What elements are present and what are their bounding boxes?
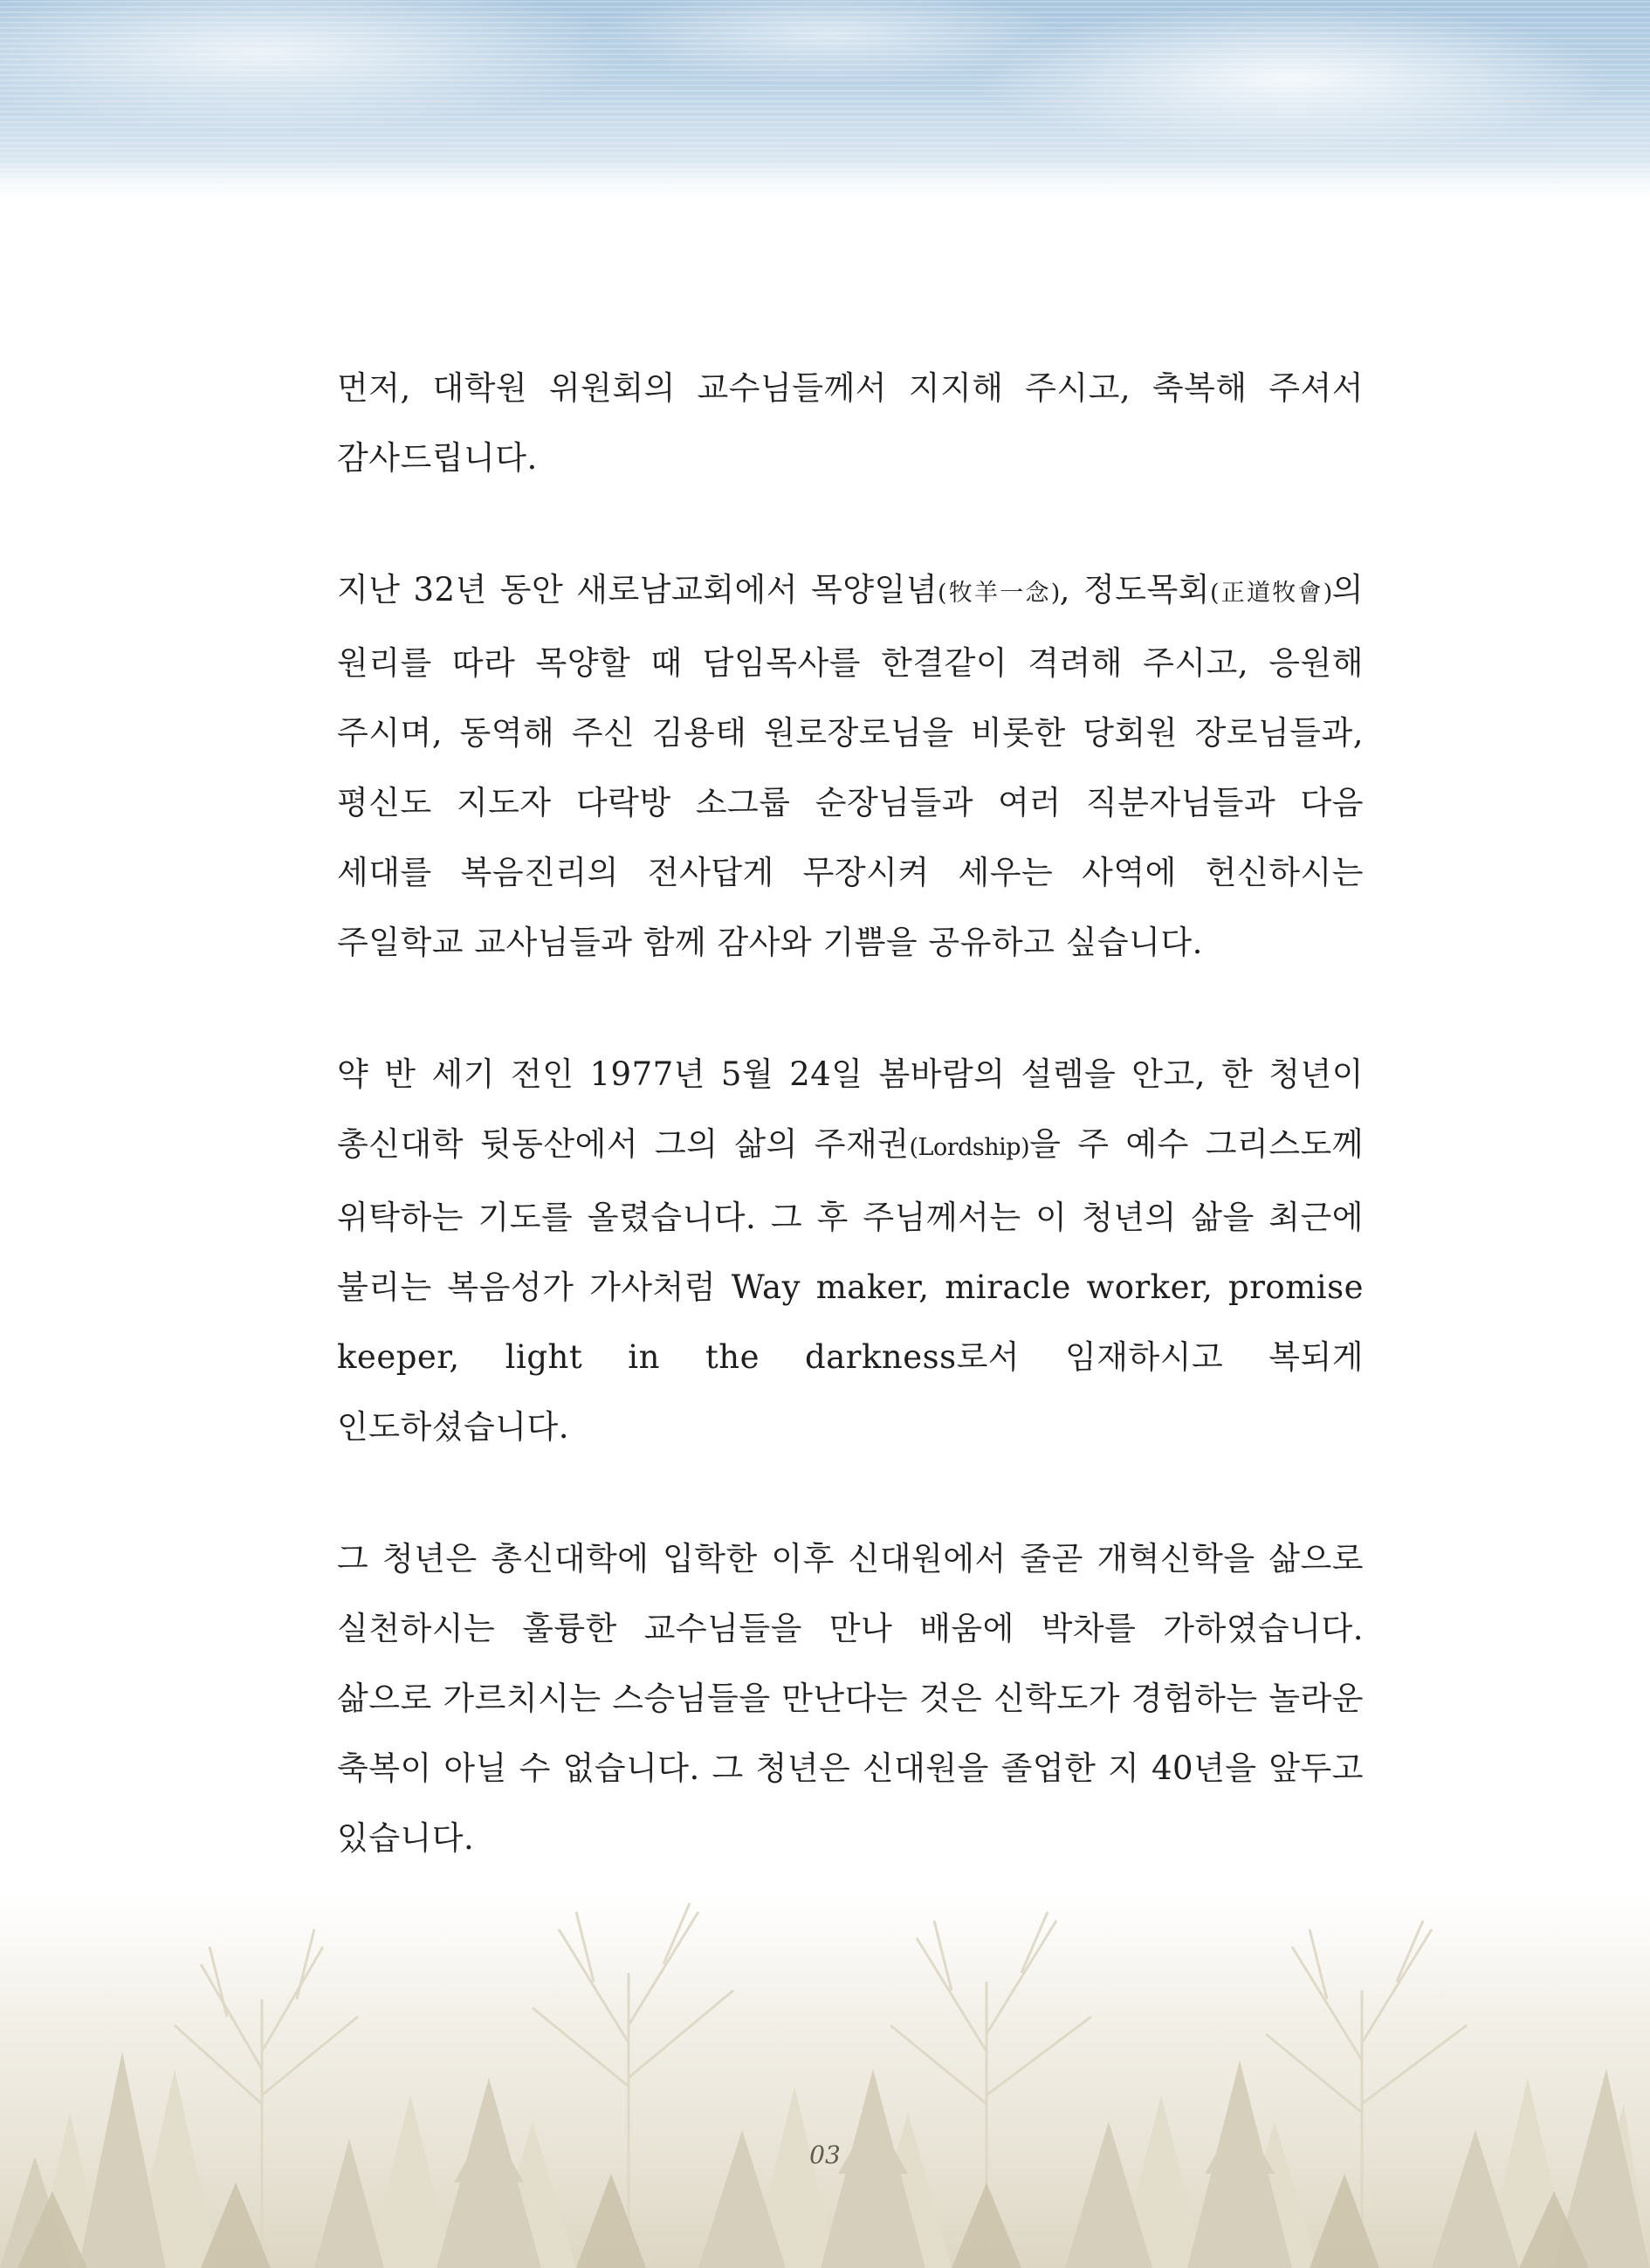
letter-body xyxy=(337,354,1364,1873)
paragraph-text: 을 주 예수 그리스도께 위탁하는 기도를 올렸습니다. 그 후 주님께서는 이 청년의 삶을 최근에 불리는 복음성가 가사처럼 Way maker, miracle worker, promise keeper, light in the darkness로서 임재하시고 복되게 인도하셨습니다. xyxy=(337,1125,1364,1446)
hanja-annotation: (牧羊一念) xyxy=(937,580,1060,607)
paragraph-text: 먼저, 대학원 위원회의 교수님들께서 지지해 주시고, 축복해 주셔서 감사드립니다. xyxy=(337,369,1364,477)
paragraph-youth-prayer xyxy=(337,1040,1364,1462)
paragraph-text: 약 반 세기 전인 1977년 5월 24일 봄바람의 설렘을 안고, 한 청년이 총신대학 뒷동산에서 그의 삶의 주재권 xyxy=(337,1055,1364,1163)
hanja-annotation: (正道牧會) xyxy=(1209,580,1332,607)
sky-header-decoration xyxy=(0,0,1650,196)
paragraph-text: 지난 32년 동안 새로남교회에서 목양일념 xyxy=(337,571,938,608)
paragraph-text: , 정도목회 xyxy=(1059,571,1210,608)
paragraph-seminary-study xyxy=(337,1524,1364,1873)
paragraph-thanks-committee xyxy=(337,354,1364,493)
forest-footer-decoration xyxy=(0,1894,1650,2268)
page-number: 03 xyxy=(809,2141,841,2169)
paragraph-text: 의 원리를 따라 목양할 때 담임목사를 한결같이 격려해 주시고, 응원해 주시며, 동역해 주신 김용태 원로장로님을 비롯한 당회원 장로님들과, 평신도 지도자 다락방 소그룹 순장님들과 여러 직분자님들과 다음 세대를 복음진리의 전사답게 무장시켜 세우는 사역에 헌신하시는 주일학교 교사님들과 함께 감사와 기쁨을 공유하고 싶습니다. xyxy=(337,571,1364,961)
english-annotation: (Lordship) xyxy=(909,1134,1030,1161)
paragraph-text: 그 청년은 총신대학에 입학한 이후 신대원에서 줄곧 개혁신학을 삶으로 실천하시는 훌륭한 교수님들을 만나 배움에 박차를 가하였습니다. 삶으로 가르치시는 스승님들을 만난다는 것은 신학도가 경험하는 놀라운 축복이 아닐 수 없습니다. 그 청년은 신대원을 졸업한 지 40년을 앞두고 있습니다. xyxy=(337,1540,1364,1857)
paragraph-thanks-church xyxy=(337,555,1364,978)
